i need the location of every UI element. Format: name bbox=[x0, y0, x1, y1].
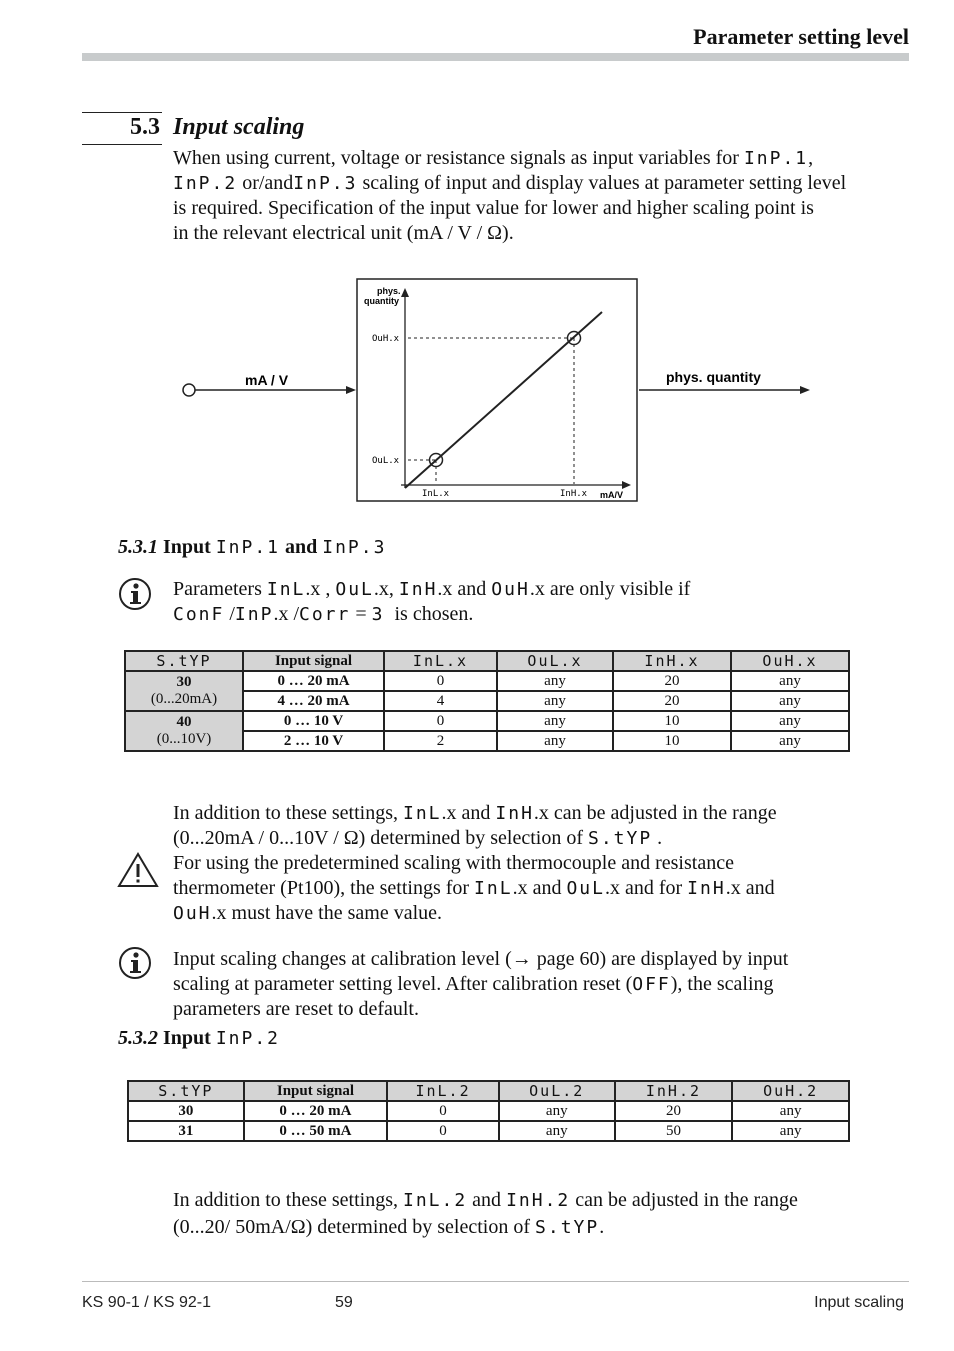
param-code: OuL bbox=[566, 878, 605, 899]
table-header-cell: OuH.2 bbox=[732, 1081, 849, 1101]
final-text: and bbox=[472, 1189, 502, 1211]
signal-cell: 4 … 20 mA bbox=[243, 691, 384, 711]
param-code: InP bbox=[234, 604, 274, 625]
param-code: InP.3 bbox=[322, 537, 387, 558]
table-cell: any bbox=[499, 1121, 615, 1141]
table-cell: 20 bbox=[613, 671, 731, 691]
table-cell: 2 bbox=[384, 731, 497, 751]
subsection-heading-532 bbox=[118, 1027, 280, 1050]
info-text: / bbox=[229, 603, 235, 625]
footer-right: Input scaling bbox=[814, 1294, 904, 1311]
intro-text: is required. Specification of the input value for lower and higher scaling point is bbox=[173, 197, 814, 219]
info-text: Input scaling changes at calibration level (→ page 60) are displayed by input bbox=[173, 948, 789, 970]
table-cell: 10 bbox=[613, 731, 731, 751]
final-text: can be adjusted in the range bbox=[575, 1189, 798, 1211]
table-cell: 0 bbox=[384, 711, 497, 731]
warn-text: .x must have the same value. bbox=[211, 902, 443, 924]
info-text: = bbox=[355, 603, 367, 625]
param-code: InL bbox=[266, 579, 306, 600]
table-cell: 0 bbox=[387, 1121, 499, 1141]
param-code: InP.3 bbox=[293, 173, 358, 194]
header-bar bbox=[82, 53, 909, 61]
info-text: scaling at parameter setting level. After calibration reset ( bbox=[173, 973, 633, 995]
table-cell: 50 bbox=[615, 1121, 733, 1141]
footer-left: KS 90-1 / KS 92-1 bbox=[82, 1294, 211, 1311]
table-header-cell: InL.2 bbox=[387, 1081, 499, 1101]
intro-paragraph bbox=[173, 146, 913, 246]
subsection-number: 5.3.1 bbox=[118, 536, 158, 558]
info-icon bbox=[118, 577, 152, 611]
scaling-table-inp1-inp3 bbox=[124, 650, 850, 752]
table-row bbox=[125, 671, 849, 691]
intro-text: or/and bbox=[242, 172, 294, 194]
scaling-box bbox=[357, 279, 637, 501]
input-terminal-circle bbox=[183, 384, 195, 396]
warn-text: In addition to these settings, bbox=[173, 802, 398, 824]
info-paragraph-1 bbox=[173, 577, 893, 627]
intro-text: scaling of input and display values at parameter setting level bbox=[362, 172, 847, 194]
section-rule-bottom bbox=[82, 144, 162, 145]
table-cell: 0 bbox=[384, 671, 497, 691]
output-arrow-head bbox=[800, 386, 810, 394]
table-cell: 4 bbox=[384, 691, 497, 711]
info-text: is chosen. bbox=[394, 603, 474, 625]
styp-cell bbox=[125, 711, 243, 751]
param-code: InL bbox=[402, 803, 442, 824]
warn-text: .x and bbox=[512, 877, 562, 899]
table-header-cell: InH.2 bbox=[615, 1081, 733, 1101]
warn-text: .x can be adjusted in the range bbox=[533, 802, 777, 824]
intro-text: in the relevant electrical unit (mA / V / Ω). bbox=[173, 222, 514, 244]
scaling-table-inp2 bbox=[127, 1080, 850, 1142]
table-cell: any bbox=[731, 711, 849, 731]
table-cell: 0 bbox=[387, 1101, 499, 1121]
table-header-cell: InL.x bbox=[384, 651, 497, 671]
final-paragraph bbox=[173, 1187, 893, 1241]
table-cell: any bbox=[499, 1101, 615, 1121]
info-text: ), the scaling bbox=[670, 973, 774, 995]
styp-range: (0...10V) bbox=[156, 731, 212, 747]
param-code: InP.1 bbox=[215, 537, 280, 558]
param-code: InP.1 bbox=[743, 148, 809, 169]
footer-page-number: 59 bbox=[335, 1294, 353, 1311]
table-header-cell: S.tYP bbox=[128, 1081, 244, 1101]
y-axis-label: phys. bbox=[377, 286, 401, 296]
signal-cell: 0 … 20 mA bbox=[244, 1101, 387, 1121]
table-cell: any bbox=[731, 731, 849, 751]
subsection-word: and bbox=[285, 536, 318, 558]
scaling-diagram bbox=[170, 270, 830, 510]
param-code: ConF bbox=[173, 604, 225, 625]
info-text: .x / bbox=[273, 603, 299, 625]
styp-range: (0...20mA) bbox=[150, 691, 218, 707]
inh-label: InH.x bbox=[560, 489, 588, 499]
final-text: In addition to these settings, bbox=[173, 1189, 398, 1211]
table-cell: any bbox=[497, 671, 613, 691]
info-paragraph-2 bbox=[173, 947, 893, 1022]
table-cell: any bbox=[732, 1121, 849, 1141]
info-text: Parameters bbox=[173, 578, 262, 600]
warn-text: For using the predetermined scaling with thermocouple and resistance bbox=[173, 852, 734, 874]
intro-text: , bbox=[808, 147, 814, 169]
output-label: phys. quantity bbox=[666, 369, 761, 385]
styp-cell bbox=[125, 671, 243, 711]
final-text: . bbox=[599, 1216, 605, 1238]
y-axis-label: quantity bbox=[364, 296, 399, 306]
table-header-row bbox=[128, 1081, 849, 1101]
table-header-cell: InH.x bbox=[613, 651, 731, 671]
input-arrow-head bbox=[346, 386, 356, 394]
subsection-number: 5.3.2 bbox=[118, 1027, 158, 1049]
table-header-cell: Input signal bbox=[244, 1081, 387, 1101]
signal-cell: 2 … 10 V bbox=[243, 731, 384, 751]
table-cell: any bbox=[732, 1101, 849, 1121]
subsection-heading-531 bbox=[118, 536, 386, 559]
warn-text: .x and bbox=[441, 802, 491, 824]
table-cell: any bbox=[731, 691, 849, 711]
info-text: parameters are reset to default. bbox=[173, 998, 419, 1020]
info-text: .x and bbox=[437, 578, 487, 600]
warn-text: (0...20mA / 0...10V / Ω) determined by selection of bbox=[173, 827, 583, 849]
param-code: InL bbox=[474, 878, 513, 899]
x-axis-label: mA/V bbox=[600, 490, 624, 500]
param-code: InH bbox=[687, 878, 726, 899]
table-header-cell: S.tYP bbox=[125, 651, 243, 671]
footer-rule bbox=[82, 1281, 909, 1282]
warning-paragraph bbox=[173, 801, 893, 926]
info-text: .x are only visible if bbox=[529, 578, 691, 600]
param-code: Corr bbox=[299, 604, 351, 625]
param-code: InH bbox=[398, 579, 438, 600]
table-cell: 20 bbox=[615, 1101, 733, 1121]
page-header-title: Parameter setting level bbox=[693, 24, 909, 49]
info-icon bbox=[118, 946, 152, 980]
input-label: mA / V bbox=[245, 372, 289, 388]
param-code: 3 bbox=[371, 604, 385, 625]
param-code: InP.2 bbox=[173, 173, 238, 194]
styp-cell: 31 bbox=[128, 1121, 244, 1141]
intro-text: When using current, voltage or resistance signals as input variables for bbox=[173, 147, 739, 169]
warn-text: thermometer (Pt100), the settings for bbox=[173, 877, 470, 899]
styp-code: 40 bbox=[176, 714, 192, 730]
oul-label: OuL.x bbox=[372, 456, 400, 466]
signal-cell: 0 … 10 V bbox=[243, 711, 384, 731]
table-header-cell: OuH.x bbox=[731, 651, 849, 671]
param-code: InP.2 bbox=[215, 1028, 280, 1049]
table-cell: 10 bbox=[613, 711, 731, 731]
param-code: OFF bbox=[632, 974, 671, 995]
info-text: .x, bbox=[373, 578, 394, 600]
table-header-row bbox=[125, 651, 849, 671]
warn-text: .x and for bbox=[604, 877, 683, 899]
subsection-word: Input bbox=[163, 1027, 211, 1049]
param-code: S.tYP bbox=[535, 1217, 600, 1238]
param-code: S.tYP bbox=[587, 828, 653, 849]
styp-cell: 30 bbox=[128, 1101, 244, 1121]
table-row bbox=[128, 1101, 849, 1121]
param-code: InH.2 bbox=[506, 1190, 571, 1211]
param-code: InL.2 bbox=[402, 1190, 468, 1211]
param-code: InH bbox=[495, 803, 534, 824]
table-cell: any bbox=[497, 691, 613, 711]
table-cell: any bbox=[497, 731, 613, 751]
final-text: (0...20/ 50mA/Ω) determined by selection of bbox=[173, 1216, 531, 1238]
table-cell: 20 bbox=[613, 691, 731, 711]
section-title: Input scaling bbox=[173, 114, 305, 140]
warn-text: .x and bbox=[725, 877, 775, 899]
table-cell: any bbox=[731, 671, 849, 691]
param-code: OuH bbox=[173, 903, 212, 924]
table-row bbox=[128, 1121, 849, 1141]
subsection-word: Input bbox=[163, 536, 211, 558]
table-header-cell: OuL.x bbox=[497, 651, 613, 671]
table-cell: any bbox=[497, 711, 613, 731]
ouh-label: OuH.x bbox=[372, 334, 400, 344]
warning-icon bbox=[116, 851, 160, 889]
table-header-cell: OuL.2 bbox=[499, 1081, 615, 1101]
table-row bbox=[125, 711, 849, 731]
section-number: 5.3 bbox=[130, 114, 160, 140]
info-text: .x , bbox=[305, 578, 331, 600]
section-rule-top bbox=[82, 112, 162, 113]
inl-label: InL.x bbox=[422, 489, 450, 499]
table-header-cell: Input signal bbox=[243, 651, 384, 671]
styp-code: 30 bbox=[176, 674, 192, 690]
signal-cell: 0 … 20 mA bbox=[243, 671, 384, 691]
warn-text: . bbox=[657, 827, 663, 849]
param-code: OuL bbox=[335, 579, 374, 600]
param-code: OuH bbox=[491, 579, 530, 600]
signal-cell: 0 … 50 mA bbox=[244, 1121, 387, 1141]
